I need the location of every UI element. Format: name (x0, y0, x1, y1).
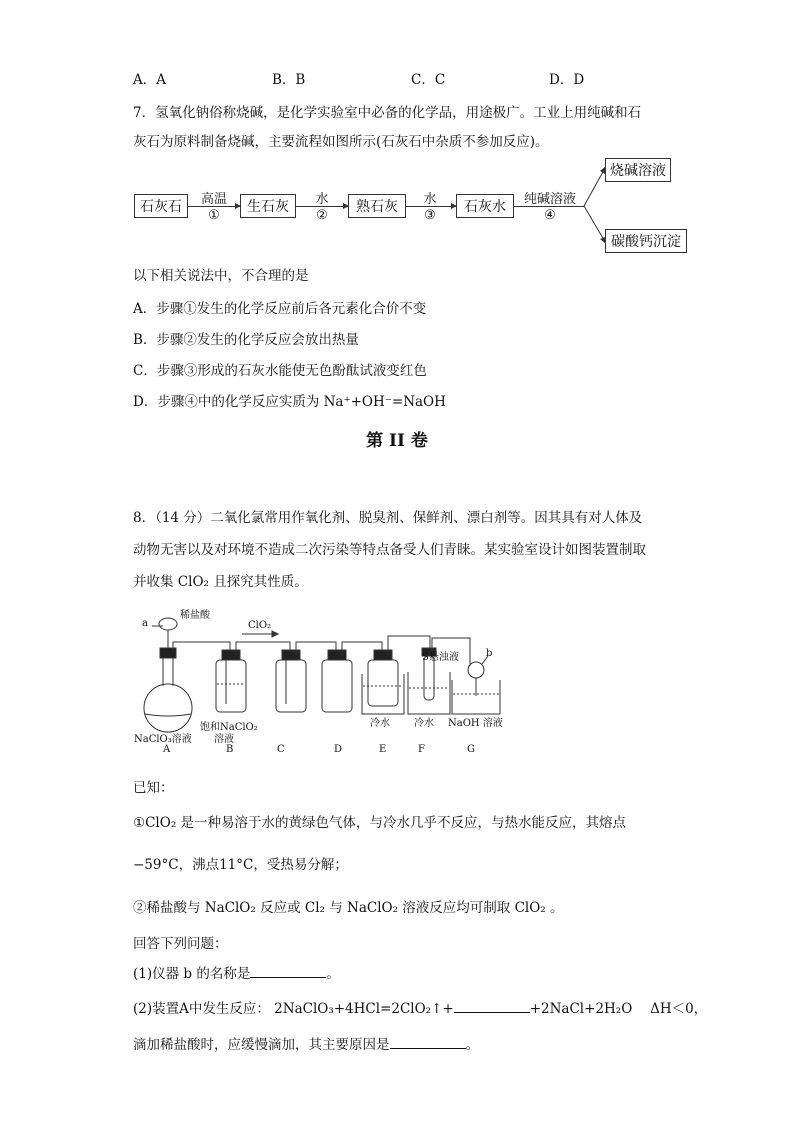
label-cold-water-f: 冷水 (414, 718, 434, 729)
q7-option-b: B．步骤②发生的化学反应会放出热量 (133, 332, 359, 348)
label-clo2-gas: ClO₂ (248, 620, 272, 631)
q7-stem-line1: 7．氢氧化钠俗称烧碱，是化学实验室中必备的化学品，用途极广。工业上用纯碱和石 (133, 105, 642, 121)
letter-a: A (163, 744, 171, 755)
q6-option-c: C．C (411, 72, 446, 88)
known1-line2: −59°C，沸点11°C，受热易分解； (133, 857, 348, 873)
sub2-reason-blank[interactable] (390, 1036, 466, 1049)
q7-option-a: A．步骤①发生的化学反应前后各元素化合价不变 (133, 301, 427, 317)
letter-d: D (334, 744, 343, 755)
letter-e: E (379, 744, 387, 755)
q6-option-a: A．A (133, 72, 166, 88)
flow-condition-3: 水 (423, 192, 437, 207)
sub1-text: (1)仪器 b 的名称是 (133, 966, 251, 982)
known1-line1: ①ClO₂ 是一种易溶于水的黄绿色气体，与冷水几乎不反应，与热水能反应，其熔点 (133, 815, 627, 831)
flow-box-caustic-soda: 烧碱溶液 (605, 158, 671, 182)
q8-stem-line3: 并收集 ClO₂ 且探究其性质。 (133, 574, 308, 590)
flow-condition-2: 水 (315, 192, 329, 207)
letter-g: G (467, 744, 475, 755)
flow-box-calcium-carbonate: 碳酸钙沉淀 (605, 229, 687, 253)
letter-f: F (418, 744, 425, 755)
flow-box-limestone: 石灰石 (134, 194, 188, 218)
apparatus-figure (130, 604, 510, 760)
sub-question-2 (133, 997, 707, 1017)
sub-question-2-line2 (133, 1033, 479, 1053)
section-heading: 第 II 卷 (366, 431, 428, 451)
label-solution: 溶液 (214, 734, 234, 745)
q7-option-d: D．步骤④中的化学反应实质为 Na⁺+OH⁻=NaOH (133, 394, 446, 410)
sub2-text: (2)装置A中发生反应： 2NaClO₃+4HCl=2ClO₂↑+ (133, 1001, 454, 1017)
label-a: a (142, 618, 148, 629)
label-naclo3-solution: NaClO₃溶液 (134, 734, 192, 745)
letter-c: C (277, 744, 285, 755)
sub2-line2: 滴加稀盐酸时，应缓慢滴加，其主要原因是 (133, 1037, 390, 1053)
label-s-suspension: S悬浊液 (422, 652, 459, 663)
flow-box-quicklime: 生石灰 (240, 194, 296, 218)
q6-option-d: D．D (549, 72, 585, 88)
flow-step-4: ④ (544, 208, 556, 223)
q6-option-b: B．B (272, 72, 306, 88)
q7-prompt: 以下相关说法中，不合理的是 (133, 268, 309, 284)
sub-question-1 (133, 962, 340, 982)
q8-stem-line2: 动物无害以及对环境不造成二次污染等特点备受人们青睐。某实验室设计如图装置制取 (133, 542, 646, 558)
flow-step-3: ③ (424, 208, 436, 223)
letter-b: B (226, 744, 234, 755)
label-cold-water-e: 冷水 (370, 718, 390, 729)
known-title: 已知： (133, 780, 174, 796)
answer-title: 回答下列问题： (133, 936, 228, 952)
q7-stem-line2: 灰石为原料制备烧碱，主要流程如图所示(石灰石中杂质不参加反应)。 (133, 134, 549, 150)
sub2-mid: +2NaCl+2H₂O ΔH＜0， (529, 1001, 708, 1017)
flow-condition-1: 高温 (200, 192, 227, 207)
label-dilute-hcl: 稀盐酸 (180, 610, 210, 621)
q7-option-c: C．步骤③形成的石灰水能使无色酚酞试液变红色 (133, 363, 427, 379)
sub2-product-blank[interactable] (454, 1000, 530, 1013)
flow-step-1: ① (208, 208, 220, 223)
label-sat-naclo2: 饱和NaClO₂ (200, 722, 258, 733)
label-naoh-solution: NaOH 溶液 (448, 718, 503, 729)
sub1-answer-blank[interactable] (250, 965, 326, 978)
flow-box-limewater: 石灰水 (456, 194, 514, 218)
known2: ②稀盐酸与 NaClO₂ 反应或 Cl₂ 与 NaClO₂ 溶液反应均可制取 ClO₂ 。 (133, 900, 564, 916)
sub1-end: 。 (326, 966, 340, 982)
label-b: b (486, 648, 493, 659)
flow-box-slaked-lime: 熟石灰 (348, 194, 406, 218)
flow-step-2: ② (316, 208, 328, 223)
q8-stem-line1: 8．（14 分）二氧化氯常用作氧化剂、脱臭剂、保鲜剂、漂白剂等。因其具有对人体及 (133, 510, 643, 526)
sub2-end: 。 (465, 1037, 479, 1053)
flow-condition-4: 纯碱溶液 (523, 192, 576, 207)
